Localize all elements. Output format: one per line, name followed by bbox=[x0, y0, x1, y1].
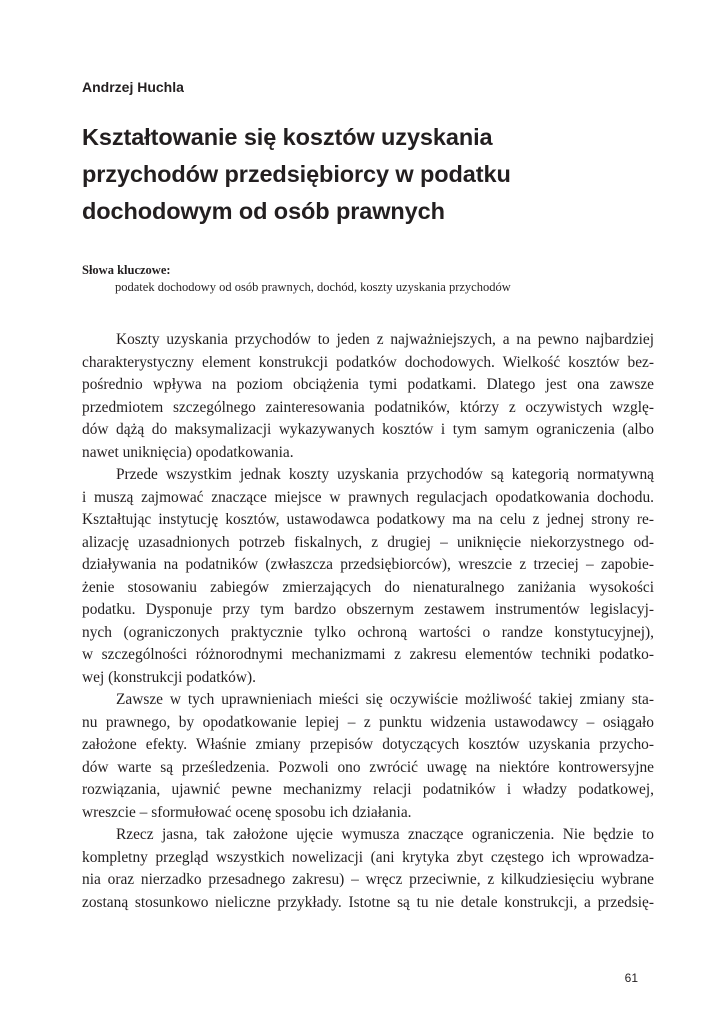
body-line: Przede wszystkim jednak koszty uzyskania przychodów są kategorią normatywną bbox=[116, 466, 654, 483]
title-line: dochodowym od osób prawnych bbox=[82, 198, 445, 224]
title-line: Kształtowanie się kosztów uzyskania bbox=[82, 124, 493, 150]
body-line: założone efekty. Właśnie zmiany przepisów dotyczących kosztów uzyskania przycho- bbox=[82, 736, 654, 753]
keywords-label: Słowa kluczowe: bbox=[82, 263, 171, 277]
body-line: Kształtując instytucję kosztów, ustawodawca podatkowy ma na celu z jednej strony re- bbox=[82, 511, 654, 528]
body-line: podatku. Dysponuje przy tym bardzo obszernym zestawem instrumentów legislacyj- bbox=[82, 601, 654, 618]
body-line: w szczególności różnorodnymi mechanizmami z zakresu elementów techniki podatko- bbox=[82, 646, 654, 663]
body-line: dów dążą do maksymalizacji wykazywanych kosztów i tym samym ograniczenia (albo bbox=[82, 421, 654, 438]
body-line: Rzecz jasna, tak założone ujęcie wymusza znaczące ograniczenia. Nie będzie to bbox=[116, 826, 654, 843]
title-line: przychodów przedsiębiorcy w podatku bbox=[82, 161, 511, 187]
body-line: dów warte są prześledzenia. Pozwoli ono zwrócić uwagę na niektóre kontrowersyjne bbox=[82, 758, 654, 776]
body-line: zostaną stosunkowo nieliczne przykłady. Istotne są tu nie detale konstrukcji, a przedsię- bbox=[82, 893, 654, 911]
body-line: działywania na podatników (zwłaszcza przedsiębiorców), wreszcie z trzeciej – zapobie- bbox=[82, 556, 654, 573]
body-line: przedmiotem szczególnego zainteresowania podatników, którzy z oczywistych wzglę- bbox=[82, 398, 654, 416]
keywords-list: podatek dochodowy od osób prawnych, dochód, koszty uzyskania przychodów bbox=[115, 280, 511, 294]
body-line: nych (ograniczonych praktycznie tylko ochroną wartości o randze konstytucyjnej), bbox=[82, 623, 654, 641]
body-line: Zawsze w tych uprawnieniach mieści się oczywiście możliwość takiej zmiany sta- bbox=[116, 691, 654, 708]
body-line: nia oraz nierzadko przesadnego zakresu) – wręcz przeciwnie, z kilkudziesięciu wybrane bbox=[82, 871, 654, 888]
body-line: alizację uzasadnionych potrzeb fiskalnych, z drugiej – uniknięcie niekorzystnego od- bbox=[82, 533, 654, 551]
body-line: i muszą zajmować znaczące miejsce w prawnych regulacjach opodatkowania dochodu. bbox=[82, 488, 654, 506]
page-number: 61 bbox=[624, 971, 638, 985]
article-body bbox=[82, 329, 654, 914]
body-line: kompletny przegląd wszystkich nowelizacji (ani krytyka zbyt częstego ich wprowadza- bbox=[82, 848, 654, 866]
body-line: wej (konstrukcji podatków). bbox=[82, 668, 256, 686]
article-title bbox=[82, 119, 642, 230]
body-line: nawet uniknięcia) opodatkowania. bbox=[82, 443, 294, 461]
body-line: charakterystyczny element konstrukcji podatków dochodowych. Wielkość kosztów bez- bbox=[82, 353, 654, 371]
body-line: żenie stosowaniu zabiegów zmierzających do nienaturalnego zaniżania wysokości bbox=[82, 578, 654, 596]
body-line: wreszcie – sformułować ocenę sposobu ich działania. bbox=[82, 803, 412, 821]
body-line: Koszty uzyskania przychodów to jeden z najważniejszych, a na pewno najbardziej bbox=[116, 331, 654, 348]
author-name: Andrzej Huchla bbox=[82, 79, 184, 95]
body-line: nu prawnego, by opodatkowanie lepiej – z punktu widzenia ustawodawcy – osiągało bbox=[82, 713, 654, 731]
body-line: pośrednio wpływa na poziom obciążenia tymi podatkami. Dlatego jest ona zawsze bbox=[82, 376, 654, 393]
body-line: rozwiązania, ujawnić pewne mechanizmy relacji podatników i władzy podatkowej, bbox=[82, 781, 654, 798]
